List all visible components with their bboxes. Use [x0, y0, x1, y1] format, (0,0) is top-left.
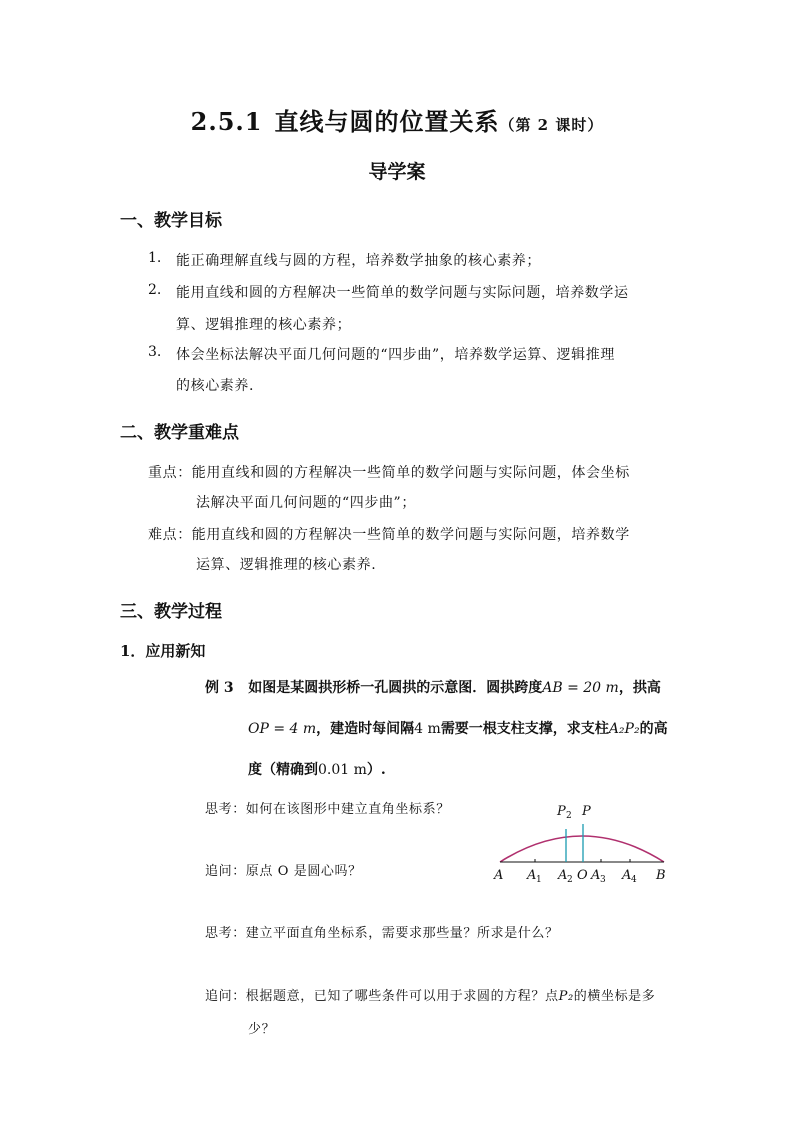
follow-up-question-1: 追问：原点 O 是圆心吗？ [205, 864, 362, 879]
think-question-1: 思考：如何在该图形中建立直角坐标系？ [205, 802, 450, 817]
label-A1: A [527, 868, 537, 883]
page-subtitle: 导学案 [368, 161, 426, 183]
goal3-line2: 的核心素养. [176, 378, 255, 394]
example-text: ）. [366, 762, 386, 778]
example-line2 [248, 718, 668, 738]
follow-up-question-2-cont: 少？ [248, 1022, 276, 1037]
arch-arc [500, 836, 664, 862]
label-A2: A [558, 868, 568, 883]
example-text: 度（精确到 [248, 762, 318, 778]
arch-bridge-diagram [490, 800, 680, 885]
goal1-line1: 能正确理解直线与圆的方程，培养数学抽象的核心素养； [176, 253, 541, 269]
example-line1 [205, 677, 661, 697]
goal2-line2: 算、逻辑推理的核心素养； [176, 317, 352, 333]
section1-heading: 一、教学目标 [120, 211, 222, 231]
think-question-2: 思考：建立平面直角坐标系，需要求那些量？所求是什么？ [205, 926, 559, 941]
math-expression: OP = 4 m [248, 721, 317, 737]
section2-heading: 二、教学重难点 [120, 423, 239, 443]
title-main: 直线与圆的位置关系 [274, 107, 500, 136]
label-O: O [577, 868, 588, 883]
label-B: B [656, 868, 666, 883]
key-point-line2: 法解决平面几何问题的“四步曲”； [196, 495, 416, 511]
example-line3 [248, 759, 386, 779]
page-title [0, 102, 794, 137]
label-A1-sub: 1 [536, 875, 542, 885]
goal2-line1: 能用直线和圆的方程解决一些简单的数学问题与实际问题，培养数学运 [176, 285, 629, 301]
math-expression: 4 m [414, 721, 441, 737]
goal2-number: 2. [148, 282, 162, 298]
difficult-point-line1: 难点：能用直线和圆的方程解决一些简单的数学问题与实际问题，培养数学 [148, 527, 630, 543]
math-expression: 0.01 m [318, 762, 367, 778]
example-text: ，拱高 [618, 680, 661, 696]
math-expression: A₂P₂ [608, 721, 640, 737]
math-expression: AB = 20 m [542, 680, 619, 696]
title-suffix: （第 2 课时） [499, 116, 604, 134]
example-label: 例 3 [205, 680, 234, 696]
label-P2-sub: 2 [566, 811, 572, 821]
example-text: 的高 [639, 721, 668, 737]
label-A3-sub: 3 [600, 875, 606, 885]
label-A4: A [622, 868, 632, 883]
question-text: 的横坐标是多 [573, 989, 656, 1004]
math-expression: P₂ [558, 989, 574, 1004]
example-text: 需要一根支柱支撑，求支柱 [440, 721, 609, 737]
label-A2-sub: 2 [567, 875, 573, 885]
example-text: ，建造时每间隔 [316, 721, 415, 737]
goal3-line1: 体会坐标法解决平面几何问题的“四步曲”，培养数学运算、逻辑推理 [176, 347, 615, 363]
follow-up-question-2 [205, 985, 655, 1004]
example-text: 如图是某圆拱形桥一孔圆拱的示意图．圆拱跨度 [248, 680, 543, 696]
difficult-point-line2: 运算、逻辑推理的核心素养. [196, 557, 377, 573]
question-text: 追问：根据题意，已知了哪些条件可以用于求圆的方程？点 [205, 989, 559, 1004]
label-A: A [494, 868, 504, 883]
label-A4-sub: 4 [631, 875, 637, 885]
subsection-heading: 1．应用新知 [120, 642, 206, 660]
section3-heading: 三、教学过程 [120, 602, 222, 622]
goal3-number: 3. [148, 344, 162, 360]
label-P2: P [557, 804, 566, 819]
key-point-line1: 重点：能用直线和圆的方程解决一些简单的数学问题与实际问题，体会坐标 [148, 465, 630, 481]
goal1-number: 1. [148, 250, 162, 266]
title-number: 2.5.1 [190, 107, 263, 136]
label-P: P [582, 804, 591, 819]
label-A3: A [591, 868, 601, 883]
